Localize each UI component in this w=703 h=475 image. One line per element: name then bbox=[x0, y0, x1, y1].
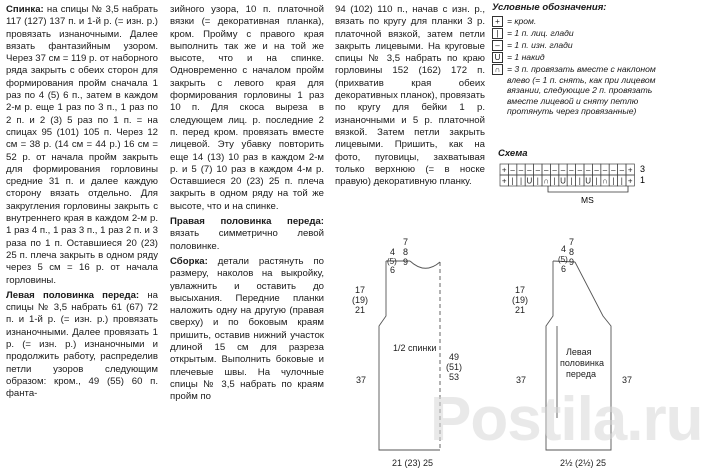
edge-stitch-icon: + bbox=[492, 16, 503, 27]
front-label-3: переда bbox=[566, 369, 596, 379]
chart-cell-symbol: + bbox=[501, 176, 507, 186]
chart-cell-symbol: U bbox=[526, 176, 533, 186]
chart-cell-symbol: | bbox=[553, 176, 556, 186]
back-dim-top-mid-2: 8 bbox=[403, 247, 409, 257]
front-dim-bottom: 2½ (2½) 25 bbox=[560, 458, 607, 468]
chart-cell-symbol: | bbox=[612, 176, 615, 186]
ms-bracket bbox=[548, 186, 628, 192]
chart-cell-symbol: + bbox=[627, 165, 633, 175]
front-dim-top-mid-2: 8 bbox=[569, 247, 575, 257]
front-dim-left-lower: 37 bbox=[516, 375, 527, 385]
stitch-chart bbox=[500, 164, 634, 186]
chart-cell-symbol: – bbox=[585, 165, 591, 175]
back-pattern-label: 1/2 спинки bbox=[393, 343, 437, 353]
chart-cell-symbol: ∩ bbox=[543, 176, 550, 186]
chart-cell-symbol: – bbox=[611, 165, 616, 175]
chart-row-label-bottom: 1 bbox=[640, 175, 646, 185]
legend-title: Условные обозначения: bbox=[492, 2, 607, 13]
back-dim-bottom: 21 (23) 25 bbox=[392, 458, 434, 468]
chart-cell-symbol: – bbox=[518, 165, 524, 175]
front-dim-top-left-2: (5) bbox=[558, 255, 568, 264]
front-label-2: половинка bbox=[560, 358, 604, 368]
chart-cell-symbol: – bbox=[569, 165, 574, 175]
chart-cell-symbol: + bbox=[627, 176, 633, 186]
chart-cell-symbol: | bbox=[578, 176, 581, 186]
knit-stitch-icon: | bbox=[492, 28, 503, 39]
assembly-continued: 94 (102) 110 п., начав с изн. р., вязать по кругу для планки 3 р. платочной вязкой, затем петли закрыть лицевыми. На круговые спицы № 3,5 набрать по краю горловины 152 (162) 172 п. (прихватив края обеих декоративных планок), провязать по кругу для бейки 1 р. изнаночными и 5 р. платочной вязкой. Затем петли закрыть лицевыми. Пришить, как на фото, пуговицы, захватывая только верхнюю (= в носке правую) декоративную планку. bbox=[335, 4, 485, 188]
front-dim-top-mid-3: 9 bbox=[569, 257, 575, 267]
back-dim-right-1: 49 bbox=[449, 352, 460, 362]
chart-cell-symbol: – bbox=[543, 165, 549, 175]
back-dim-left-3: 21 bbox=[355, 305, 366, 315]
chart-row-label-top: 3 bbox=[640, 164, 646, 174]
chart-cell-symbol: U bbox=[560, 176, 566, 186]
back-dim-top-mid-1: 7 bbox=[403, 237, 409, 247]
assembly-text: детали растянуть по размеру, наколов на выкройку, увлажнить и оставить до высыхания. Передние планки наложить одну на другую (правая сверху) и по боковым краям пришить, оставив нижний участок длиной 15 см для разреза открытым. Выполнить боковые и плечевые швы. На чулочные спицы № 3,5 набрать по краям пройм по bbox=[170, 255, 324, 403]
schema-title: Схема bbox=[498, 148, 528, 159]
front-dim-top-left-1: 4 bbox=[561, 244, 567, 254]
chart-cell-symbol: – bbox=[527, 165, 532, 175]
back-dim-left-lower: 37 bbox=[356, 375, 367, 385]
yarn-over-icon: U bbox=[492, 52, 503, 63]
chart-cell-symbol: U bbox=[585, 176, 592, 186]
back-dim-left-2: (19) bbox=[352, 295, 369, 305]
back-dim-left-1: 17 bbox=[355, 285, 366, 295]
front-dim-left-2: (19) bbox=[512, 295, 529, 305]
purl-stitch-icon: – bbox=[492, 40, 503, 51]
assembly-heading: Сборка: bbox=[170, 255, 208, 267]
front-dim-right: 37 bbox=[622, 375, 633, 385]
decrease-stitch-icon: ∩ bbox=[492, 64, 503, 75]
chart-cell-symbol: – bbox=[602, 165, 608, 175]
right-front-heading: Правая половинка переда: bbox=[170, 216, 324, 228]
legend-item-purl: – = 1 п. изн. глади bbox=[492, 40, 660, 51]
chart-cell-symbol: – bbox=[510, 165, 515, 175]
back-dim-top-left-3: 6 bbox=[390, 265, 396, 275]
legend-item-knit: | = 1 п. лиц. глади bbox=[492, 28, 660, 39]
front-label-1: Левая bbox=[566, 347, 592, 357]
legend-item-edge: + = кром. bbox=[492, 16, 660, 27]
front-dim-top-mid-1: 7 bbox=[569, 237, 575, 247]
chart-cell-symbol: – bbox=[535, 165, 541, 175]
chart-cell-symbol: + bbox=[501, 165, 507, 175]
legend-item-yarnover: U = 1 накид bbox=[492, 52, 660, 63]
back-dim-top-left-1: 4 bbox=[390, 247, 396, 257]
chart-cell-symbol: ∩ bbox=[602, 176, 608, 186]
back-text: на спицы № 3,5 набрать 117 (127) 137 п. и 1-й р. (= изн. р.) провязать изнаночными. Далее вязать фантазийным узором. Через 37 см = 119 р. от наборного ряда закрыть с обеих сторон для формирования пройм сначала 1 раз по 4 (5) 6 п., затем в каждом 2-м р. еще 1 раз по 3 п., 1 раз по 2 п. и 2 (3) 5 раз по 1 п. = на спицах 95 (101) 105 п. Через 12 см = 38 р. (14 см = 44 р.) 16 см = 52 р. от начала пройм закрыть для формирования горловины средние 31 п. и далее каждую сторону вязать отдельно. Для закругления горловины закрыть с внутреннего края в каждом 2-м р. 1 раз 4 п., 1 раз 3 п., 1 раз 2 п. и 3 раза по 1 п. Оставшиеся 20 (23) 25 п. плеча закрыть в одном ряду через 5 см = 16 р. от начала горловины. bbox=[6, 4, 158, 286]
chart-cell-symbol: | bbox=[570, 176, 573, 186]
chart-cell-symbol: | bbox=[620, 176, 623, 186]
left-front-continued: зийного узора, 10 п. платочной вязки (= декоративная планка), кром. Пройму с правого края выполнить так же и на той же высоте, что и на спинке. Одновременно с началом пройм закрыть с левого края для формирования горловины 1 раз 10 п. Для скоса выреза в следующем лиц. р. последние 2 п. перед кром. провязать вместе лицевой. Эту убавку повторить еще 14 (13) 10 раз в каждом 2-м р. и 5 (7) 10 раз в каждом 4-м р. Оставшиеся 20 (23) 25 п. плеча закрыть в одном ряду на той же высоте, что и на спинке. bbox=[170, 4, 324, 212]
chart-cell-symbol: | bbox=[595, 176, 598, 186]
chart-cell-symbol: – bbox=[577, 165, 583, 175]
ms-label: MS bbox=[581, 195, 594, 205]
back-dim-right-3: 53 bbox=[449, 372, 460, 382]
back-dim-top-left-2: (5) bbox=[387, 257, 397, 266]
front-dim-left-1: 17 bbox=[515, 285, 526, 295]
left-front-heading: Левая половинка переда: bbox=[6, 289, 140, 301]
back-dim-right-2: (51) bbox=[446, 362, 463, 372]
back-heading: Спинка: bbox=[6, 4, 44, 15]
chart-cell-symbol: | bbox=[511, 176, 514, 186]
back-dim-top-mid-3: 9 bbox=[403, 257, 409, 267]
chart-cell-symbol: – bbox=[594, 165, 599, 175]
legend-item-decrease: ∩ = 3 п. провязать вместе с наклоном влево (= 1 п. снять, как при лицевом вязании, следующие 2 п. провязать вместе лицевой и сняту петлю протянуть через провязанные) bbox=[492, 64, 660, 116]
right-front-text: вязать симметрично левой половинке. bbox=[170, 228, 324, 252]
watermark: Postila.ru bbox=[430, 385, 703, 454]
front-dim-left-3: 21 bbox=[515, 305, 526, 315]
left-front-text: на спицы № 3,5 набрать 61 (67) 72 п. и 1-й р. (= изн. р.) провязать изнаночными. Далее провязать 1 р. (= изн. р.) изнаночными и продолжить работу, распределив петли узоров следующим образом: кром., 49 (55) 60 п. фанта- bbox=[6, 289, 158, 400]
chart-cell-symbol: – bbox=[552, 165, 557, 175]
chart-cell-symbol: | bbox=[519, 176, 523, 186]
chart-cell-symbol: – bbox=[560, 165, 566, 175]
chart-cell-symbol: – bbox=[619, 165, 625, 175]
front-dim-top-left-3: 6 bbox=[561, 264, 567, 274]
chart-cell-symbol: | bbox=[536, 176, 539, 186]
